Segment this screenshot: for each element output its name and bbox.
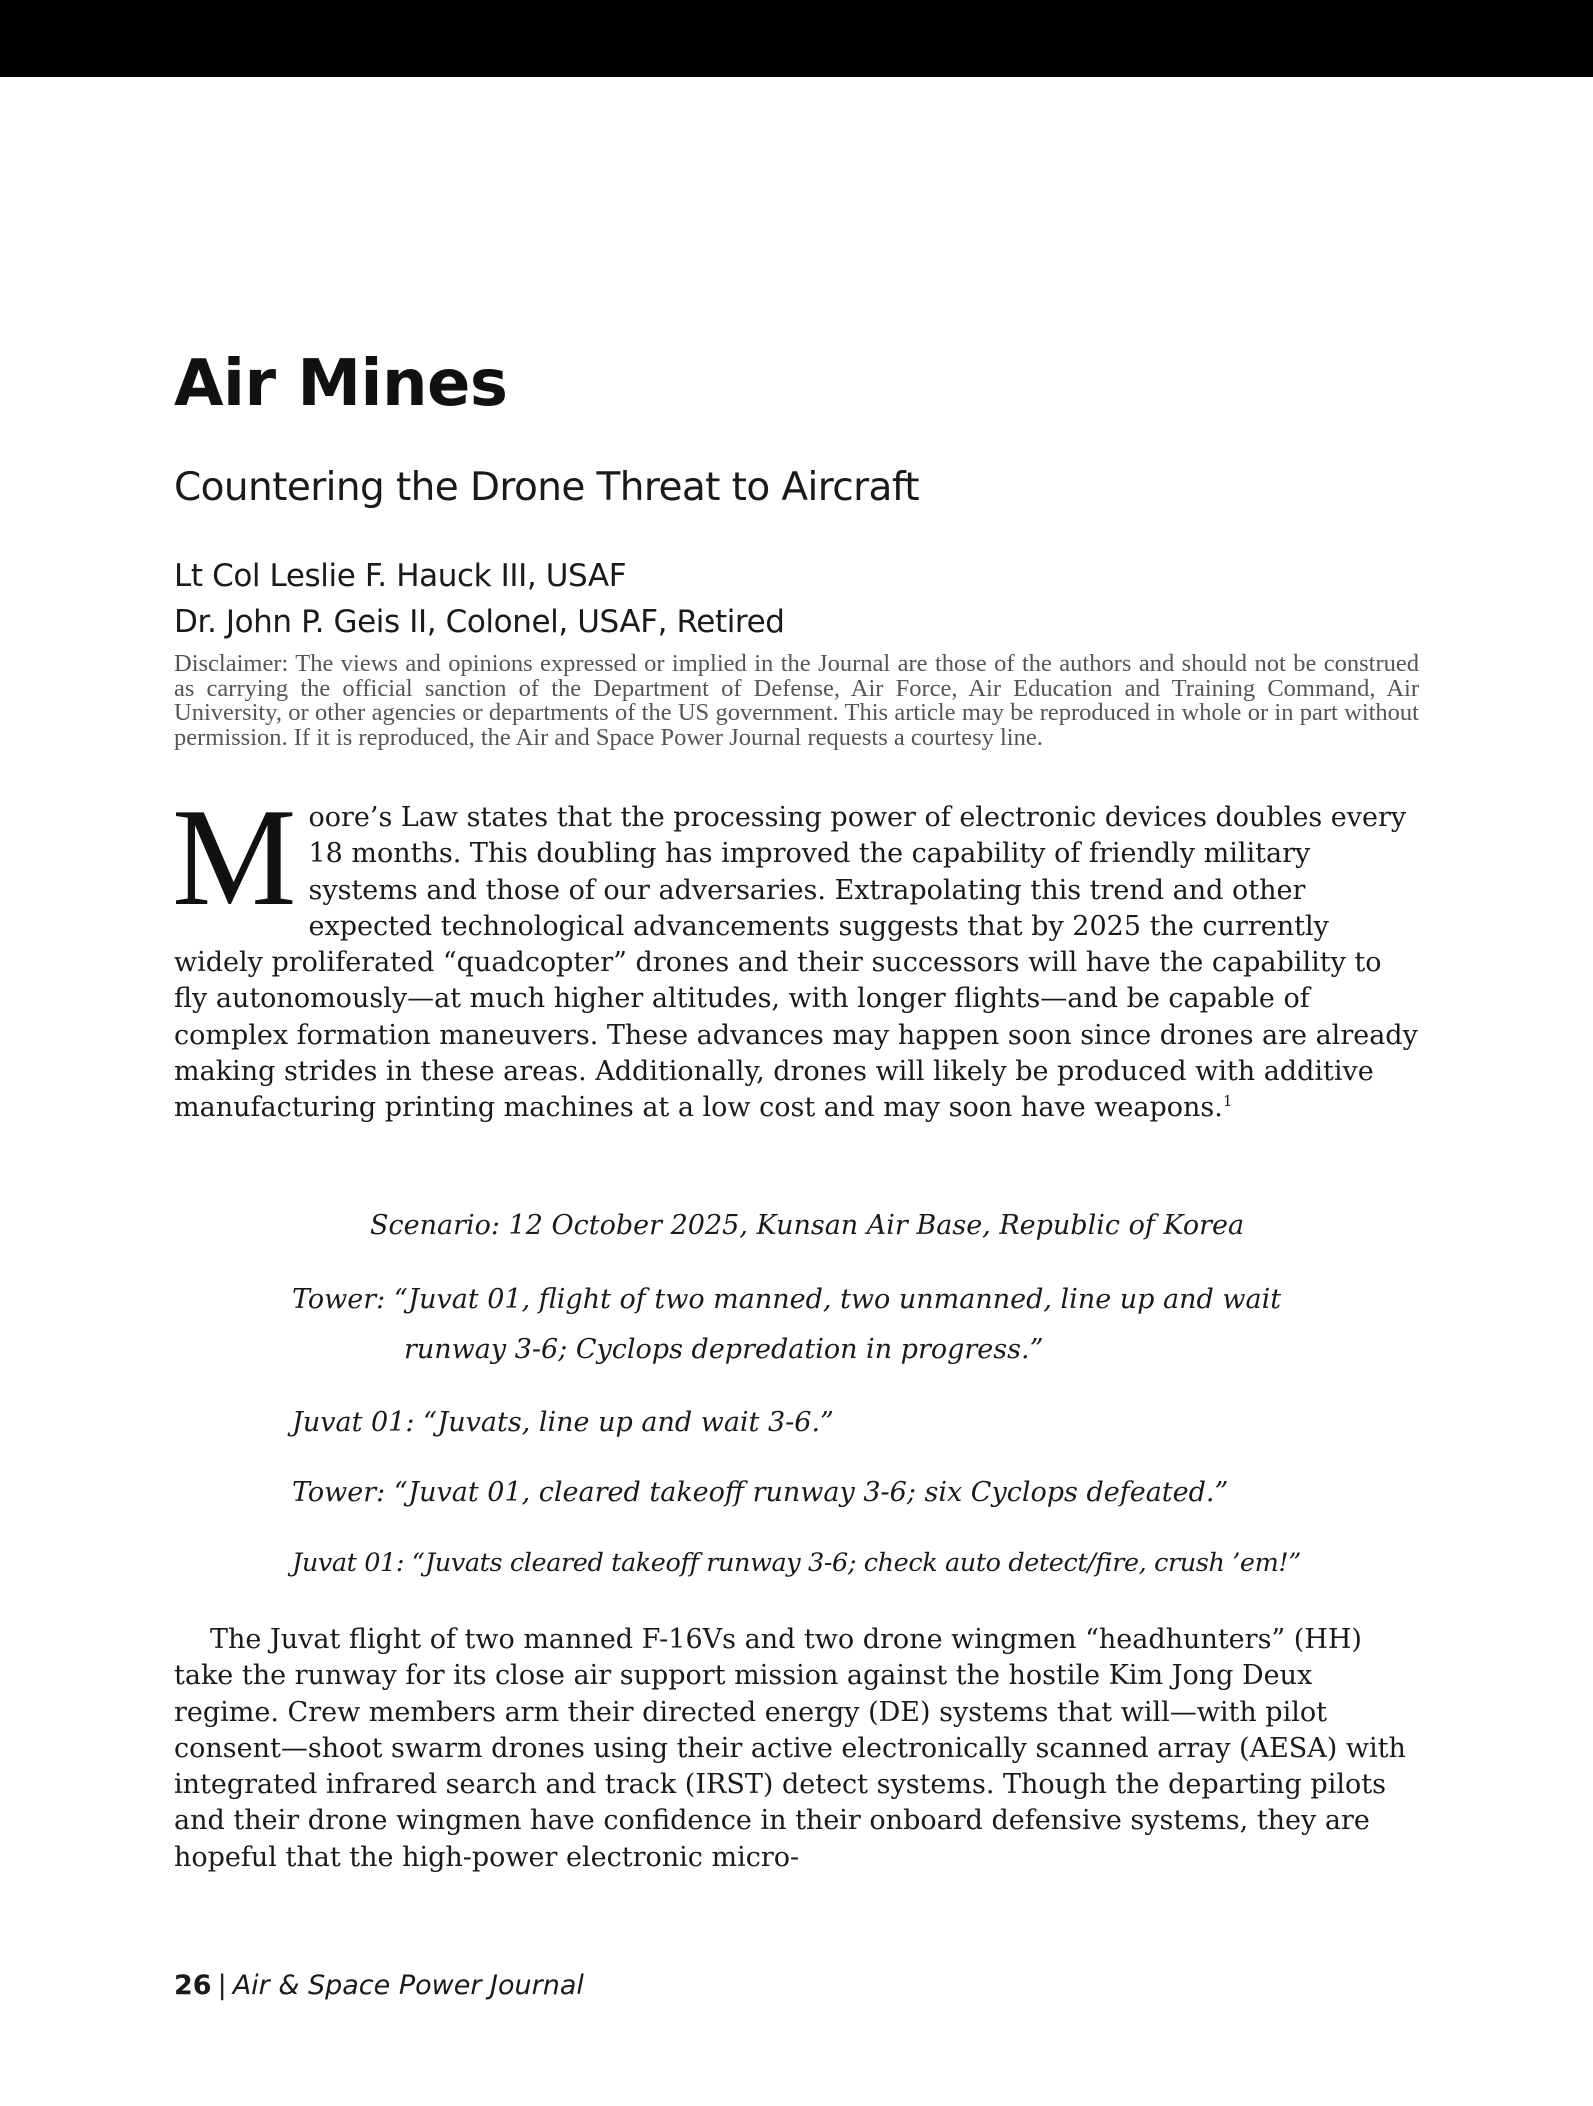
author-2: Dr. John P. Geis II, Colonel, USAF, Retired <box>174 604 785 640</box>
scenario-heading: Scenario: 12 October 2025, Kunsan Air Base, Republic of Korea <box>370 1210 1245 1241</box>
disclaimer: Disclaimer: The views and opinions expressed or implied in the Journal are those of the authors and should not be construed as carrying the official sanction of the Department of Defense, Air Force, Air Education and Training Command, Air University, or other agencies or departments of the US government. This article may be reproduced in whole or in part without permission. If it is reproduced, the Air and Space Power Journal requests a courtesy line. <box>174 650 1419 751</box>
dialog-line-2: Juvat 01: “Juvats, line up and wait 3-6.” <box>292 1407 834 1438</box>
top-black-bar <box>0 0 1593 77</box>
dialog-line-1-continuation: runway 3-6; Cyclops depredation in progress.” <box>404 1334 1044 1365</box>
dialog-line-1 <box>292 1275 1372 1375</box>
paragraph-2-text: The Juvat flight of two manned F-16Vs and two drone wingmen “headhunters” (HH) take the runway for its close air support mission against the hostile Kim Jong Deux regime. Crew members arm their directed energy (DE) systems that will—with pilot consent—shoot swarm drones using their active electronically scanned array (AESA) with integrated infrared search and track (IRST) detect systems. Though the departing pilots and their drone wingmen have confidence in their onboard defensive systems, they are hopeful that the high-power electronic micro- <box>174 1624 1406 1873</box>
journal-name: Air & Space Power Journal <box>232 1970 584 2001</box>
paragraph-1-text: oore’s Law states that the processing power of electronic devices doubles every 18 months. This doubling has improved the capability of friendly military systems and those of our adversaries. Extrapolating this trend and other expected technological advancements suggests that by 2025 the currently widely proliferated “quadcopter” drones and their successors will have the capability to fly autonomously—at much higher altitudes, with longer flights—and be capable of complex formation maneuvers. These advances may happen soon since drones are already making strides in these areas. Additionally, drones will likely be produced with additive manufacturing printing machines at a low cost and may soon have weapons. <box>174 802 1418 1124</box>
page-number: 26 <box>174 1970 212 2001</box>
dialog-line-1-text: Tower: “Juvat 01, flight of two manned, two unmanned, line up and wait <box>292 1284 1282 1315</box>
dialog-line-3: Tower: “Juvat 01, cleared takeoff runway 3-6; six Cyclops defeated.” <box>292 1477 1229 1508</box>
body-paragraph-2 <box>174 1622 1419 1876</box>
author-1: Lt Col Leslie F. Hauck III, USAF <box>174 558 627 594</box>
footer-separator: | <box>217 1970 227 2001</box>
article-subtitle: Countering the Drone Threat to Aircraft <box>174 465 919 510</box>
body-paragraph-1 <box>172 780 1419 1127</box>
drop-cap: M <box>172 780 297 935</box>
article-title: Air Mines <box>174 347 508 421</box>
dialog-line-4: Juvat 01: “Juvats cleared takeoff runway 3-6; check auto detect/fire, crush ’em!” <box>292 1548 1301 1578</box>
page-footer <box>174 1968 584 2004</box>
footnote-ref[interactable]: 1 <box>1222 1092 1233 1111</box>
